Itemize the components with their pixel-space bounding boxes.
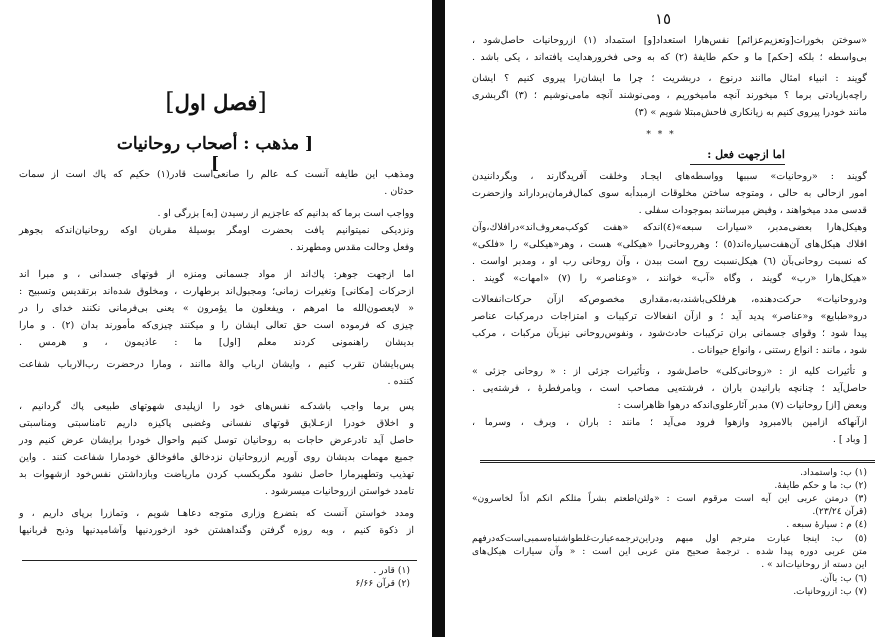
body-line: وواجب است برما كه بدانيم كه عاجزيم از رسيدن [به] بزرگی او . [157, 208, 414, 219]
body-line: راچه‌بازيادتی برما ؟ ميخورند آنچه ماميخوريم ، ومی‌نوشند آنچه مامی‌نوشيم ؛ (۳) اگربشری [472, 90, 867, 101]
left-page [0, 0, 432, 637]
body-line: جميع مهمات بديشان روی آوريم ازروحانيان نزدخالق مافوخالق خودمارا شفاعت كنند . واين [19, 452, 414, 463]
footnote-line: متن عربی دوره پيدا شده . ترجمهٔ صحيح متن عربی اين است : « وآن سيارات هيكل‌های [472, 546, 867, 557]
body-line: مانند خودرا پيروی كنيم به زيانكاری فاحش‌مبتلا شويم » (۳) [634, 107, 867, 118]
footnote-line: اين دسته از روحانيات‌اند » . [761, 559, 867, 570]
book-spine [432, 0, 445, 637]
body-line: افلاك هيكل‌های آن‌هفت‌سياره‌اند(٥) ؛ وهرروحانی‌را «هيكلی» هست ، وهر«هيكلی» را «فلكی» [472, 239, 867, 250]
footnote-line: (۷) ب: ازروحانيات. [793, 586, 867, 597]
subsection-heading: اما ازجهت فعل : [707, 148, 785, 161]
footnote-line: (۱) ب: واستمداد. [800, 467, 867, 478]
body-line: ازآنها‌كه ازامين بالامبرود وازهوا فرود می‌آيد ؛ مانند : باران ، وبرف ، وسرما ، [472, 417, 867, 428]
body-line: ومذهب اين طايفه آنست كـه عالم را صانعی‌است قادر(۱) حكيم كه پاك است از سمات [19, 169, 414, 180]
body-line: وفعل وحالت مقدس ومطهرند . [290, 242, 414, 253]
body-line: حاصل‌آيد ؛ چنانچه بارانيدن باران ، فرشته‌يی مصاحب است ، وبامرفطرهٔ ، فرشته‌يی . [472, 383, 867, 394]
body-line: حدثان . [384, 186, 414, 197]
body-line: « لايعصون‌الله ما امرهم ، ويفعلون ما يؤمرون » يعنی بی‌فرمانی نكنند خدای را در [19, 303, 414, 314]
footnote-divider [480, 460, 875, 463]
body-line: درو«طبايع» و«عناصر» پديد آيد ؛ و ازآن انفعالات تركيبات و امتزاجات درمركبات عناصر [472, 311, 867, 322]
body-line: ودروحانيات» حركت‌دهنده، هرفلكی‌باشند،به،مقداری مخصوص‌كه ازآن حركات‌انفعالات [472, 294, 867, 305]
footnote-line: (۲) قرآن ۶/۶۶ [355, 578, 410, 589]
body-line: وهيكل‌هارا بعضی‌مدبر، «سيارات سبعه»(٤)اندكه «هفت‌ كوكب‌معروف‌اند»درافلاك،وآن [472, 222, 867, 233]
footnote-divider [22, 560, 417, 561]
body-line: ازحركات [مكانی] وتغيرات زمانی؛ ومجبول‌اند برطهارت ، ومخلوق شده‌اند برتقديس وتسبيح : [19, 286, 414, 297]
body-line: «سوختن بخورات[وتعزيم‌عزائم] نفس‌هارا استعداد[و] استمداد (۱) ازروحانيات حاصل‌شود ، [472, 35, 867, 46]
body-line: اما ازجهت جوهر: پاك‌اند از مواد جسمانی ومنزه از قوتهای جسدانی ، و مبرا اند [19, 269, 414, 280]
body-line: ونزديكی نميتوانيم يافت بحضرت اومگر بوسيلهٔ مقربان اوكه روحانيان‌اندكه بجوهر [19, 225, 414, 236]
right-page [445, 0, 877, 637]
body-line: و تأثيرات كليه از : «روحانی‌كلی» حاصل‌شود ، وتأثيرات جزئی از : « روحانی جزئی » [472, 366, 867, 377]
body-line: تامدد خواستن ازروحانيات ميسرشود . [264, 486, 414, 497]
footnote-line: (قرآن ۲۳/۲٤). [812, 506, 867, 517]
body-line: بديشان راهنمونی كردند معلم [اول] ما : عاذيمون ، و هرمس . [19, 337, 414, 348]
body-line: چيزی كه فرموده است حق تعالی ايشان را و ميكنند چيزی‌كه مأمورند بدان (۲) . و مارا [19, 320, 414, 331]
body-line: قدسی مدد ميخواهند ، وفيض ميرسانند بموجودات سفلی . [638, 205, 867, 216]
body-line: تهذيب وتطهيرمارا حاصل نشود مگربكسب كردن مارياضت وبازداشتن نفس‌خود ازشهوات بد [19, 469, 414, 480]
body-line: ومدد خواستن آنست كه بتضرع وزاری متوجه دعاهـا شويم ، وتمازرا برپای داريم ، و [19, 508, 414, 519]
body-line: حاصل آيد تادرعرض حاجات به روحانيان توسل كنيم واحوال خودرا برايشان عرض كنيم ودر [19, 435, 414, 446]
subsection-underline [690, 164, 785, 165]
body-line: بی‌واسطه ؛ بلكه [حكم] ما و حكم طايفهٔ (۲) كه به وحی فخرورهدايت يافته‌اند ، يكی باشد . [472, 52, 867, 63]
page-number: ١٥ [654, 10, 672, 28]
footnote-line: (۳) درمتن عربی اين آيه است مرقوم است : «ولئن‌اطعتم بشراً مثلكم انكم اذاً لخاسرون» [472, 493, 867, 504]
footnote-line: (٥) ب: اينجا عبارت مترجم اول مبهم ودراين‌ترجمه‌عبارت‌غلطواشتباه‌سمبی‌است‌كه‌درفهم [472, 533, 867, 544]
body-line: پس برما واجب باشدكـه نفس‌های خود را ازپليدی شهوتهای طبيعی پاك گردانيم ، [19, 401, 414, 412]
chapter-title: [فصل اول] [165, 88, 267, 116]
section-separator-stars: * * * [646, 130, 676, 140]
section-title: [ مذهب : أصحاب روحانيات ] [116, 134, 314, 174]
body-line: [ وباد ] . [832, 434, 867, 445]
body-line: گويند : «روحانيات» سببها وواسطه‌های ايجـاد وخلقت آفريدگارند ، وبگرداننيدن [472, 171, 867, 182]
body-line: پس‌بايشان تقرب كنيم ، وايشان ارباب والهٔ ماانند ، ومارا درحضرت رب‌الارباب شفاعت [19, 359, 414, 370]
body-line: پيدا شود ؛ وقوای جسمانی‌ بران تركيبات حادث‌شود ، ونفوس‌روحانی نيزبآن مركبات ، مركب [472, 328, 867, 339]
body-line: وبعض [از] روحانيات (۷) مدبر آثارعلوی‌اندكه درهوا ظاهراست : [617, 400, 867, 411]
body-line: از ذكوة كنيم ، وبه روزه گرفتن وگنداهشتن خود ازخوردنيها وآشاميدنيها وذبح قربانيها [19, 525, 414, 536]
footnote-line: (٤) م : سيارهٔ سبعه . [786, 519, 867, 530]
body-line: كه نسبت روحانی‌بآن (٦) هيكل‌نسبت روح است ببدن ، وآن روحانی رب او ، ومدبر اواست . [472, 256, 867, 267]
body-line: شود ، مانند : انواع رستنی ، وانواع حيوانات . [691, 345, 867, 356]
body-line: كننده . [387, 376, 414, 387]
body-line: گويند : انبياء امثال ماانند درنوع ، دربشريت ؛ چرا ما ايشان‌را پيروی كنيم ؟ ايشان [472, 73, 867, 84]
body-line: امور ازحالی به حالی ، ومتوجه ساختن مخلوقات ازمبدأبه سوی كمال‌فرمان‌برداراند وازحضرت [472, 188, 867, 199]
body-line: «هيكل‌هارا «رب» گويند ، وگاه «آب» خوانند ، «وعناصر» را (٧) «امهات» گويند . [472, 273, 867, 284]
footnote-line: (٦) ب: باآن. [819, 573, 867, 584]
footnote-line: (۲) ب: ما و حكم طايفهٔ. [774, 480, 867, 491]
footnote-line: (۱) قادر . [373, 565, 410, 576]
body-line: و اخلاق خودرا ازعـلايق قوتهای نفسانی وغضبی پاكيزه داريم تامناسبتی ومناسبتی [19, 418, 414, 429]
